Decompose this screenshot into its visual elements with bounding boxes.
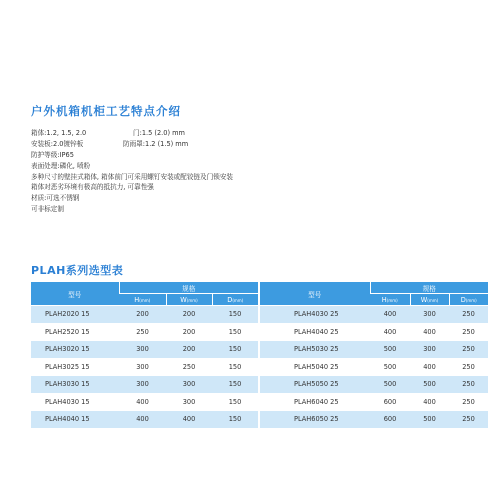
cell-d: 150 — [212, 358, 258, 376]
cell-model: PLAH5040 25 — [260, 358, 370, 376]
spec-list — [31, 128, 471, 215]
cell-h: 300 — [119, 341, 166, 359]
table-row — [260, 323, 488, 341]
table-row — [260, 393, 488, 411]
cell-h: 300 — [119, 358, 166, 376]
header-w: W(mm) — [166, 294, 212, 306]
table-row — [31, 341, 258, 359]
cell-h: 400 — [119, 411, 166, 428]
cell-w: 400 — [166, 411, 212, 428]
cell-d: 150 — [212, 376, 258, 394]
spec-text: 箱体:1.2, 1.5, 2.0 — [31, 129, 87, 137]
cell-w: 400 — [410, 323, 449, 341]
header-model: 型号 — [31, 282, 119, 306]
spec-line — [31, 182, 471, 193]
cell-model: PLAH3025 15 — [31, 358, 119, 376]
cell-h: 500 — [370, 358, 410, 376]
selection-table-right — [260, 282, 488, 428]
cell-d: 150 — [212, 323, 258, 341]
cell-model: PLAH4030 25 — [260, 306, 370, 324]
cell-w: 250 — [166, 358, 212, 376]
spec-text: 可非标定制 — [31, 205, 64, 214]
cell-model: PLAH6040 25 — [260, 393, 370, 411]
table-row — [31, 411, 258, 428]
cell-h: 500 — [370, 341, 410, 359]
cell-h: 250 — [119, 323, 166, 341]
spec-text-secondary: 防雨罩:1.2 (1.5) mm — [123, 139, 189, 148]
cell-h: 600 — [370, 393, 410, 411]
table-row — [31, 306, 258, 324]
cell-w: 500 — [410, 376, 449, 394]
cell-w: 400 — [410, 358, 449, 376]
cell-d: 250 — [449, 393, 488, 411]
table-row — [31, 376, 258, 394]
cell-d: 250 — [449, 323, 488, 341]
cell-model: PLAH3030 15 — [31, 376, 119, 394]
cell-model: PLAH2520 15 — [31, 323, 119, 341]
cell-d: 250 — [449, 341, 488, 359]
cell-d: 250 — [449, 358, 488, 376]
cell-w: 300 — [410, 341, 449, 359]
header-h: H(mm) — [370, 294, 410, 306]
cell-w: 300 — [166, 376, 212, 394]
cell-d: 150 — [212, 411, 258, 428]
cell-w: 500 — [410, 411, 449, 428]
cell-h: 400 — [370, 306, 410, 324]
cell-h: 500 — [370, 376, 410, 394]
cell-w: 200 — [166, 323, 212, 341]
cell-w: 300 — [410, 306, 449, 324]
spec-line — [31, 161, 471, 172]
selection-table-left — [31, 282, 258, 428]
spec-text: 表面处理:磷化, 喷粉 — [31, 161, 91, 170]
cell-model: PLAH6050 25 — [260, 411, 370, 428]
cell-w: 300 — [166, 393, 212, 411]
cell-w: 400 — [410, 393, 449, 411]
cell-w: 200 — [166, 341, 212, 359]
cell-model: PLAH5030 25 — [260, 341, 370, 359]
header-h: H(mm) — [119, 294, 166, 306]
spec-text: 箱体对恶劣环境有极高的抵抗力, 可靠性强 — [31, 183, 154, 192]
cell-h: 300 — [119, 376, 166, 394]
header-d: D(mm) — [212, 294, 258, 306]
cell-model: PLAH4030 15 — [31, 393, 119, 411]
spec-line — [31, 204, 471, 215]
spec-line — [31, 172, 471, 183]
cell-d: 150 — [212, 341, 258, 359]
cell-d: 150 — [212, 306, 258, 324]
table-row — [260, 411, 488, 428]
header-d: D(mm) — [449, 294, 488, 306]
spec-text: 材质:可选不锈钢 — [31, 194, 80, 203]
cell-d: 250 — [449, 306, 488, 324]
spec-text: 安装板:2.0镀锌板 — [31, 139, 84, 148]
table-row — [31, 393, 258, 411]
cell-h: 400 — [370, 323, 410, 341]
table-title: PLAH系列选型表 — [31, 264, 124, 277]
spec-text: 多种尺寸的壁挂式箱体, 箱体前门可采用螺钉安装或配铰链及门锁安装 — [31, 172, 234, 181]
spec-line — [31, 193, 471, 204]
table-row — [260, 341, 488, 359]
table-row — [31, 323, 258, 341]
header-spec: 规格 — [119, 282, 258, 294]
table-row — [31, 358, 258, 376]
spec-line — [31, 150, 471, 161]
cell-h: 600 — [370, 411, 410, 428]
cell-h: 400 — [119, 393, 166, 411]
spec-line — [31, 139, 471, 150]
header-model: 型号 — [260, 282, 370, 306]
cell-d: 250 — [449, 411, 488, 428]
cell-model: PLAH5050 25 — [260, 376, 370, 394]
cell-model: PLAH4040 15 — [31, 411, 119, 428]
spec-text: 防护等级:IP65 — [31, 150, 74, 159]
spec-line — [31, 128, 471, 139]
intro-title: 户外机箱机柜工艺特点介绍 — [31, 104, 181, 118]
cell-model: PLAH3020 15 — [31, 341, 119, 359]
header-w: W(mm) — [410, 294, 449, 306]
table-row — [260, 306, 488, 324]
cell-d: 250 — [449, 376, 488, 394]
cell-h: 200 — [119, 306, 166, 324]
header-spec: 规格 — [370, 282, 488, 294]
cell-w: 200 — [166, 306, 212, 324]
cell-model: PLAH2020 15 — [31, 306, 119, 324]
spec-text-secondary: 门:1.5 (2.0) mm — [133, 129, 185, 137]
cell-d: 150 — [212, 393, 258, 411]
table-row — [260, 376, 488, 394]
cell-model: PLAH4040 25 — [260, 323, 370, 341]
table-row — [260, 358, 488, 376]
